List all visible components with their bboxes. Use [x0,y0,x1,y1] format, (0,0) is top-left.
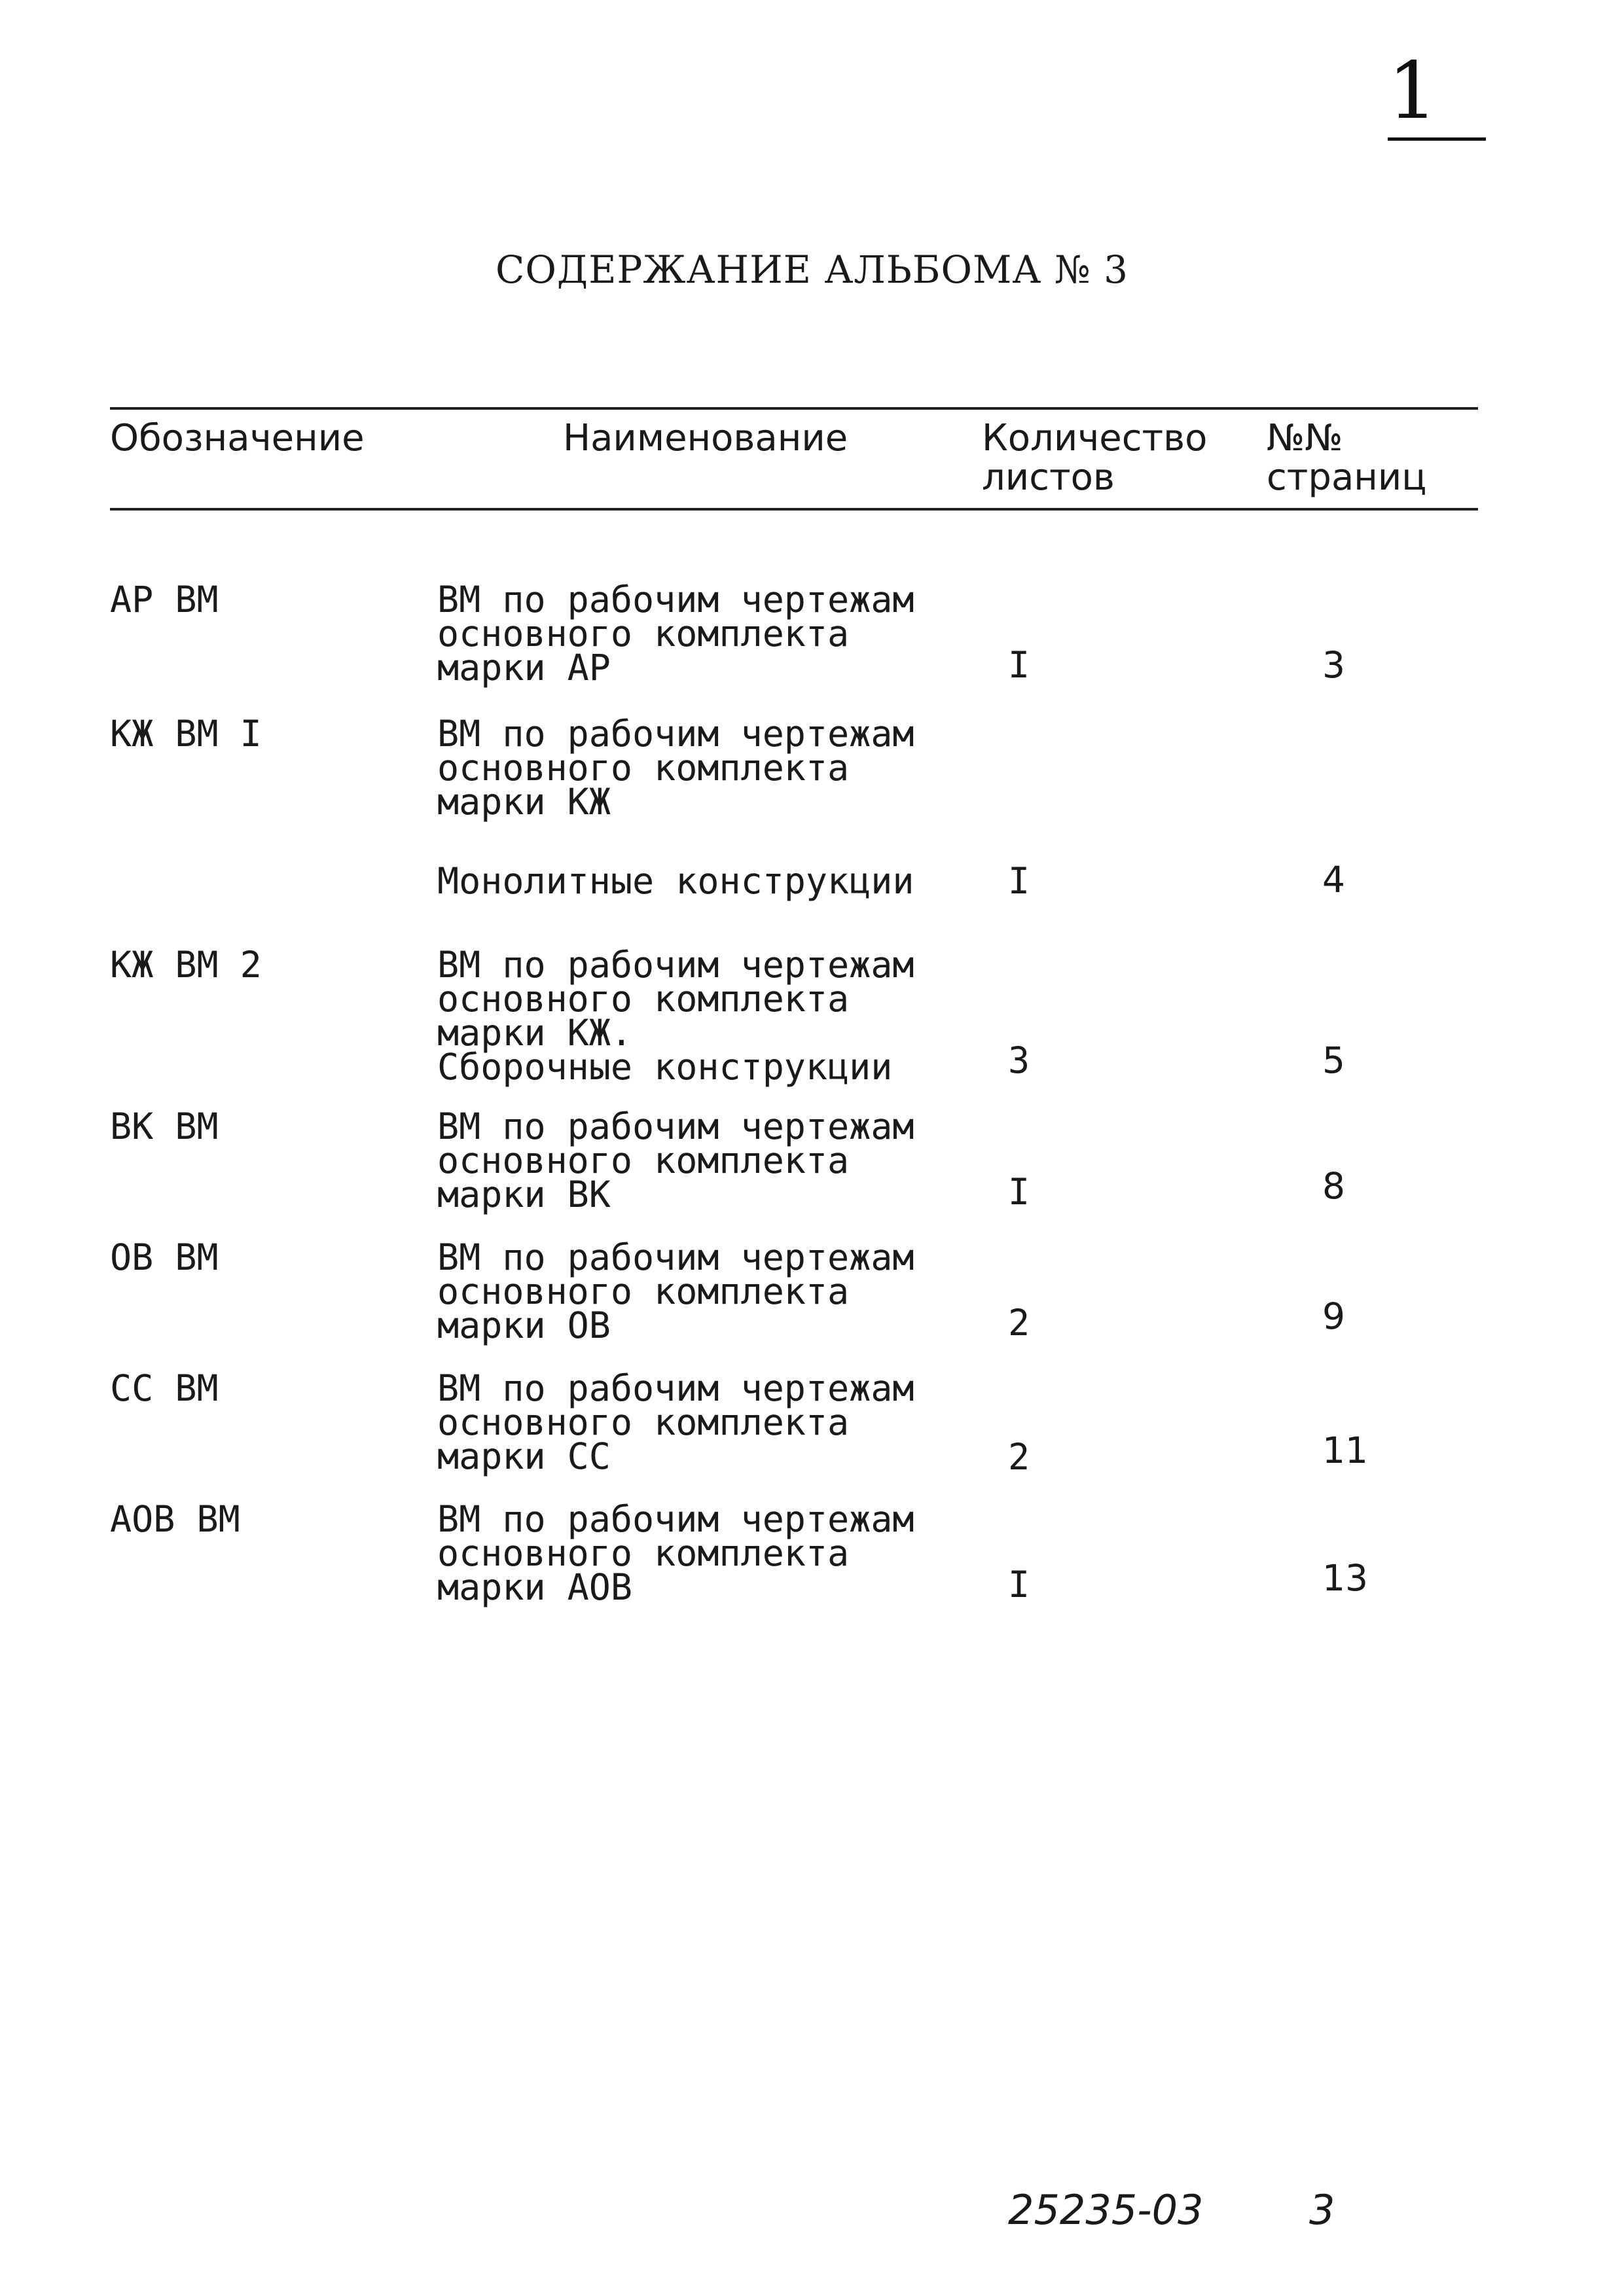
row-qty: I [1008,1564,1030,1605]
row-qty: 2 [1008,1436,1030,1478]
row-name: ВМ по рабочим чертежам основного комплекта марки АР [437,579,914,689]
row-code: ОВ ВМ [110,1236,219,1278]
row-qty: I [1008,644,1030,686]
row-qty: I [1008,1171,1030,1213]
col-header-quantity: Количество листов [982,417,1208,499]
col-header-name: Наименование [563,417,848,459]
header-top-rule [110,407,1478,410]
header-bottom-rule [110,508,1478,511]
row-code: АОВ ВМ [110,1498,240,1540]
row-page: 4 [1322,859,1345,901]
row-page: 5 [1322,1039,1345,1081]
row-code: КЖ ВМ I [110,713,262,755]
row-name: ВМ по рабочим чертежам основного комплекта марки КЖ [437,713,914,823]
row-name: ВМ по рабочим чертежам основного комплекта марки АОВ [437,1498,914,1608]
row-name: ВМ по рабочим чертежам основного комплекта марки СС [437,1367,914,1477]
row-qty: 3 [1008,1039,1030,1081]
row-code: СС ВМ [110,1367,219,1409]
row-qty: 2 [1008,1302,1030,1344]
row-page: 3 [1322,644,1345,686]
row-page: 9 [1322,1295,1345,1337]
sheet-corner-mark: 1 [1388,52,1486,141]
row-name: Монолитные конструкции [437,860,914,902]
row-code: КЖ ВМ 2 [110,944,262,986]
row-code: АР ВМ [110,579,219,620]
row-code: ВК ВМ [110,1105,219,1147]
row-page: 11 [1322,1429,1368,1471]
row-name: ВМ по рабочим чертежам основного комплекта марки ОВ [437,1236,914,1346]
row-name: ВМ по рабочим чертежам основного комплекта марки КЖ. Сборочные конструкции [437,944,914,1088]
document-number: 25235-03 [1008,2186,1204,2234]
sheet-number: 3 [1309,2186,1335,2234]
row-name: ВМ по рабочим чертежам основного комплекта марки ВК [437,1105,914,1215]
row-qty: I [1008,860,1030,902]
col-header-designation: Обозначение [110,417,365,459]
page-title: СОДЕРЖАНИЕ АЛЬБОМА № 3 [495,247,1129,292]
row-page: 13 [1322,1557,1368,1599]
col-header-pages: №№ страниц [1267,417,1427,499]
row-page: 8 [1322,1165,1345,1207]
